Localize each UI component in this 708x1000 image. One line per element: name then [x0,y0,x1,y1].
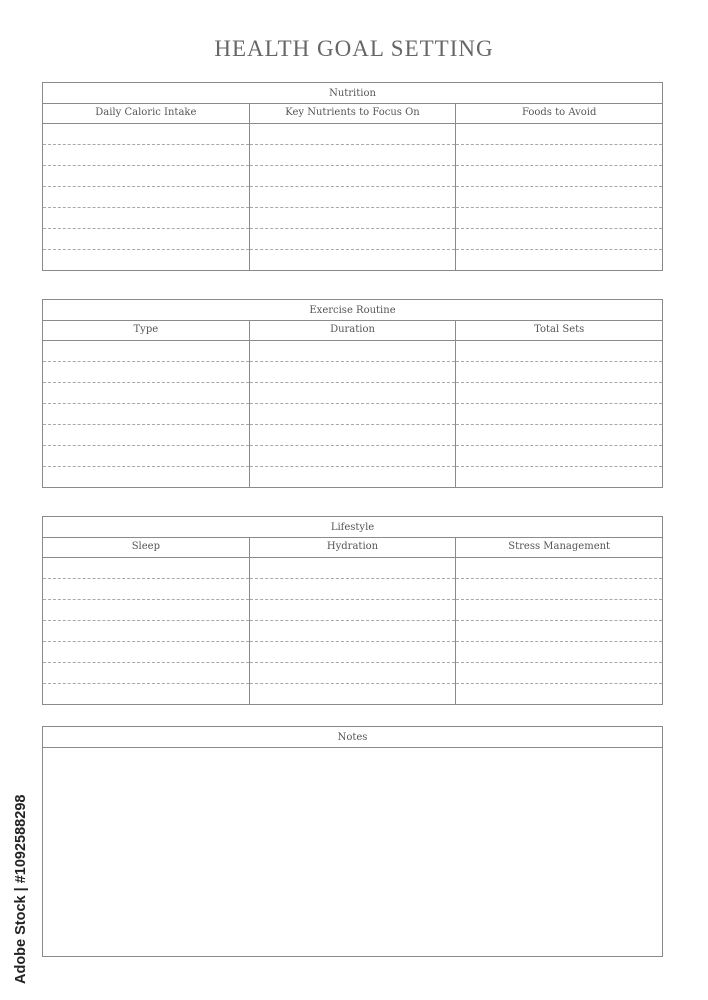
writing-line[interactable] [43,404,249,425]
writing-line[interactable] [456,124,662,145]
writing-line[interactable] [250,600,456,621]
writing-line[interactable] [456,362,662,383]
column-header: Stress Management [456,538,662,558]
column-header: Foods to Avoid [456,104,662,124]
column-daily-caloric-intake [43,104,250,270]
writing-line[interactable] [43,621,249,642]
column-duration [250,321,457,487]
writing-line[interactable] [456,250,662,271]
writing-line[interactable] [43,362,249,383]
writing-line[interactable] [250,124,456,145]
writing-line[interactable] [43,383,249,404]
writing-line[interactable] [250,579,456,600]
stock-watermark [10,750,30,985]
writing-line[interactable] [456,383,662,404]
writing-line[interactable] [250,341,456,362]
column-sleep [43,538,250,704]
writing-line[interactable] [456,145,662,166]
writing-line[interactable] [456,579,662,600]
exercise-section [42,299,663,488]
writing-line[interactable] [43,600,249,621]
column-foods-to-avoid [456,104,662,270]
writing-line[interactable] [250,145,456,166]
column-header: Total Sets [456,321,662,341]
column-header: Duration [250,321,456,341]
writing-line[interactable] [250,229,456,250]
column-stress-management [456,538,662,704]
page-title: HEALTH GOAL SETTING [214,36,494,61]
writing-line[interactable] [250,404,456,425]
writing-line[interactable] [456,642,662,663]
section-title: Exercise Routine [43,300,662,321]
writing-line[interactable] [456,208,662,229]
column-type [43,321,250,487]
writing-line[interactable] [456,187,662,208]
writing-line[interactable] [456,558,662,579]
notes-section [42,726,663,957]
column-header: Sleep [43,538,249,558]
writing-line[interactable] [250,383,456,404]
section-title: Nutrition [43,83,662,104]
column-header: Hydration [250,538,456,558]
column-header: Type [43,321,249,341]
notes-title: Notes [43,727,662,748]
writing-line[interactable] [250,425,456,446]
writing-line[interactable] [43,208,249,229]
writing-line[interactable] [250,362,456,383]
writing-line[interactable] [250,446,456,467]
writing-line[interactable] [456,166,662,187]
writing-line[interactable] [43,187,249,208]
lifestyle-section [42,516,663,705]
column-total-sets [456,321,662,487]
writing-line[interactable] [456,229,662,250]
writing-line[interactable] [456,341,662,362]
writing-line[interactable] [456,684,662,705]
writing-line[interactable] [43,250,249,271]
nutrition-section [42,82,663,271]
section-title: Lifestyle [43,517,662,538]
writing-line[interactable] [43,425,249,446]
watermark-text: Adobe Stock | #1092588298 [13,794,29,984]
writing-line[interactable] [250,642,456,663]
writing-line[interactable] [43,341,249,362]
writing-line[interactable] [456,600,662,621]
writing-line[interactable] [250,663,456,684]
writing-line[interactable] [43,446,249,467]
writing-line[interactable] [43,642,249,663]
writing-line[interactable] [43,124,249,145]
column-header: Daily Caloric Intake [43,104,249,124]
writing-line[interactable] [250,684,456,705]
writing-line[interactable] [43,663,249,684]
writing-line[interactable] [250,467,456,488]
writing-line[interactable] [43,166,249,187]
writing-line[interactable] [43,467,249,488]
writing-line[interactable] [43,579,249,600]
writing-line[interactable] [456,425,662,446]
writing-line[interactable] [456,467,662,488]
notes-area[interactable] [43,748,662,956]
writing-line[interactable] [250,208,456,229]
writing-line[interactable] [456,446,662,467]
column-header: Key Nutrients to Focus On [250,104,456,124]
writing-line[interactable] [250,187,456,208]
writing-line[interactable] [43,229,249,250]
writing-line[interactable] [250,250,456,271]
column-key-nutrients [250,104,457,270]
writing-line[interactable] [43,558,249,579]
writing-line[interactable] [250,621,456,642]
writing-line[interactable] [250,166,456,187]
column-hydration [250,538,457,704]
writing-line[interactable] [250,558,456,579]
writing-line[interactable] [456,621,662,642]
writing-line[interactable] [456,663,662,684]
writing-line[interactable] [456,404,662,425]
writing-line[interactable] [43,145,249,166]
writing-line[interactable] [43,684,249,705]
